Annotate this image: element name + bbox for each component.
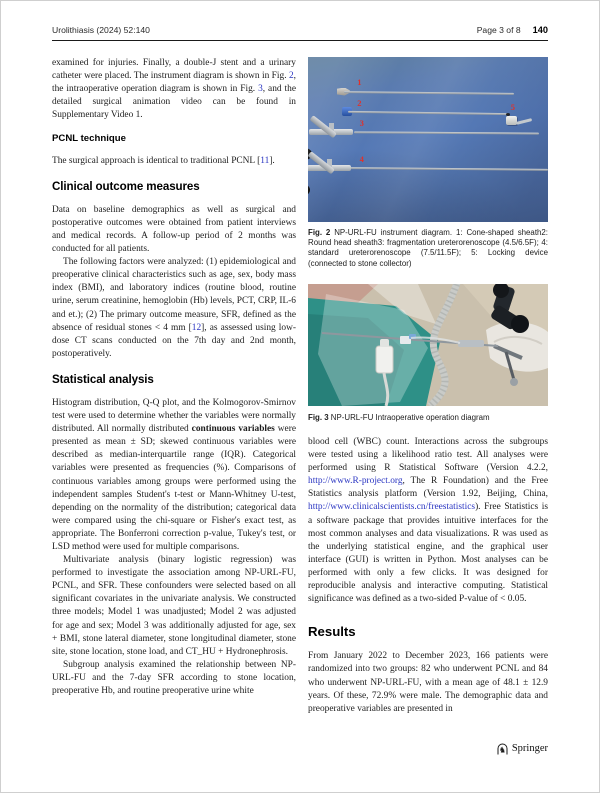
text-run: The following factors were analyzed: (1) epidemiological and preoperative clinical characteristics such as age, sex, body mass index (BMI), and laboratory indices (routine blood, routine urine, serum creatinine, hemoglobin (Hb) levels, PCT, CRP, IL-6 and et.); (2) The primary outcome measure, SFR, defined as the absence of residual stones < 4 mm [ bbox=[52, 257, 296, 333]
publisher-name: Springer bbox=[511, 743, 548, 754]
figure-2-caption: Fig. 2 NP-URL-FU instrument diagram. 1: Cone-shaped sheath2: Round head sheath3: fragmentation ureterorenoscope (4.5/6.5F); 4: standard ureterorenoscope (7.5/11.5F); 5: Locking device (connected to stone collector) bbox=[308, 228, 548, 268]
citation-link[interactable]: 11 bbox=[260, 155, 270, 166]
annotation-4: 4 bbox=[359, 154, 364, 165]
round-head-sheath-rod bbox=[348, 111, 509, 115]
figure-3 bbox=[308, 284, 548, 423]
text-run: From January 2022 to December 2023, 166 patients were randomized into two groups: 82 who underwent PCNL and 84 who underwent NP-URL-FU, with a mean age of 48.1 ± 12.9 years. Of these, 72.9% were male. The demographic data and preoperative variables are presented in bbox=[308, 651, 548, 714]
text-run: Multivariate analysis (binary logistic regression) was performed to investigate the association among NP-URL-FU, PCNL, and SFR. These confounders were selected based on all significant covariates in the univariate analysis. We constructed three models; Model 1 was unadjusted; Model 2 was adjusted for age and sex; Model 3 was additionally adjusted for age, sex + BMI, stone lateral diameter, stone longitudinal diameter, stone site, stone location, stone load, and CT_HU + Hydronephrosis. bbox=[52, 555, 296, 657]
text-run: Subgroup analysis examined the relationship between NP-URL-FU and the 7-day SFR according to stone location, preoperative Hb, and routine preoperative urine white bbox=[52, 659, 296, 697]
paragraph-stats-2 bbox=[52, 554, 296, 659]
figure-2 bbox=[308, 57, 548, 269]
fragmentation-scope-shaft bbox=[354, 131, 539, 134]
text-run: continuous variables bbox=[191, 424, 275, 435]
paragraph-stats-1 bbox=[52, 397, 296, 554]
figure-3-caption: Fig. 3 NP-URL-FU Intraoperative operation diagram bbox=[308, 412, 490, 422]
citation-link[interactable]: 3 bbox=[258, 84, 263, 95]
annotation-5: 5 bbox=[510, 102, 516, 113]
heading-clinical-outcome-measures: Clinical outcome measures bbox=[52, 179, 200, 193]
standard-scope-handle bbox=[308, 156, 353, 198]
text-run: were presented as mean ± SD; skewed continuous variables were described as median-interquartile range (IQR). Categorical variables were presented as frequencies (%). Comparisons of continuous variables among groups were performed using the independent samples Student's t-test or Mann-Whitney U-test, depending on the normality of the distribution; categorical data were compared using the chi-square or Fisher's exact test, as appropriate. The Bonferroni correction p-value, Tukey's test, or LSD method were used for multiple comparisons. bbox=[52, 424, 296, 552]
paragraph-outcomes-1 bbox=[52, 204, 296, 256]
figure-3-label: Fig. 3 bbox=[308, 412, 329, 422]
standard-scope-shaft bbox=[349, 168, 548, 172]
figure-2-label: Fig. 2 bbox=[308, 228, 331, 237]
svg-text:♞: ♞ bbox=[498, 745, 506, 755]
heading-pcnl-technique: PCNL technique bbox=[52, 133, 126, 145]
text-run: , The R Foundation) and the Free Statistics analysis platform (Version 1.92, Beijing, China, bbox=[308, 476, 548, 500]
locking-device-arm bbox=[516, 118, 532, 124]
paragraph-outcomes-2 bbox=[52, 256, 296, 361]
publisher-mark bbox=[497, 742, 548, 755]
annotation-3: 3 bbox=[359, 117, 364, 128]
header-rule bbox=[52, 40, 548, 41]
paragraph-software bbox=[308, 436, 548, 606]
running-head bbox=[52, 25, 548, 35]
right-column bbox=[308, 57, 548, 716]
text-run: blood cell (WBC) count. Interactions across the subgroups were tested using a likelihood ratio test. All analyses were performed using R Statistical Software (Version 4.2.2, bbox=[308, 437, 548, 474]
text-run: , and the detailed surgical animation video can be found in Supplementary Video 1. bbox=[52, 84, 296, 121]
text-run: ]. bbox=[269, 155, 275, 166]
citation-link[interactable]: 12 bbox=[191, 322, 202, 333]
cone-sheath-rod bbox=[344, 92, 514, 96]
text-run: , the intraoperative operation diagram is shown in Fig. bbox=[52, 71, 296, 95]
text-run: Data on baseline demographics as well as surgical and postoperative outcomes were obtained from patient interviews and medical records. A follow-up period of 2 months was conducted for all patients. bbox=[52, 204, 296, 255]
paragraph-pcnl bbox=[52, 155, 296, 168]
locking-device bbox=[506, 116, 517, 125]
citation-link[interactable]: http://www.R-project.org bbox=[308, 476, 403, 487]
citation-link[interactable]: http://www.clinicalscientists.cn/freestatistics bbox=[308, 502, 476, 513]
text-run: examined for injuries. Finally, a double-J stent and a urinary catheter were placed. The instrument diagram is shown in Fig. bbox=[52, 58, 296, 82]
text-run: ], as assessed using low-dose CT scans conducted on the 7th day and 2nd month, postoperatively. bbox=[52, 322, 296, 359]
springer-knight-icon bbox=[497, 742, 508, 755]
paragraph-results bbox=[308, 650, 548, 715]
text-run: Histogram distribution, Q-Q plot, and the Kolmogorov-Smirnov test were used to determine whether the variables were normally distributed. All normally distributed bbox=[52, 397, 296, 435]
article-page-number: 140 bbox=[532, 25, 548, 35]
intraoperative-scene bbox=[308, 284, 548, 406]
paragraph-stats-3 bbox=[52, 659, 296, 698]
page-label: Page 3 of 8 bbox=[476, 25, 521, 35]
paragraph-intro bbox=[52, 57, 296, 122]
figure-2-image bbox=[308, 57, 548, 222]
left-column bbox=[52, 57, 296, 698]
heading-results: Results bbox=[308, 624, 356, 640]
journal-citation: Urolithiasis (2024) 52:140 bbox=[52, 25, 150, 35]
annotation-1: 1 bbox=[357, 77, 362, 88]
text-run: The surgical approach is identical to traditional PCNL [ bbox=[52, 155, 261, 166]
citation-link[interactable]: 2 bbox=[288, 71, 294, 82]
annotation-2: 2 bbox=[357, 98, 362, 109]
heading-statistical-analysis: Statistical analysis bbox=[52, 372, 154, 386]
text-run: ). Free Statistics is a software package that provides intuitive interfaces for the most common analyses and data visualizations. R was used as the underlying statistical engine, and the graphical user interface (GUI) is written in Python. Most analyses can be performed with only a few clicks. It was designed for reproducible analysis and interactive computing. Statistical significance was defined as a two-sided P-value of < 0.05. bbox=[308, 502, 548, 605]
figure-3-image bbox=[308, 284, 548, 406]
